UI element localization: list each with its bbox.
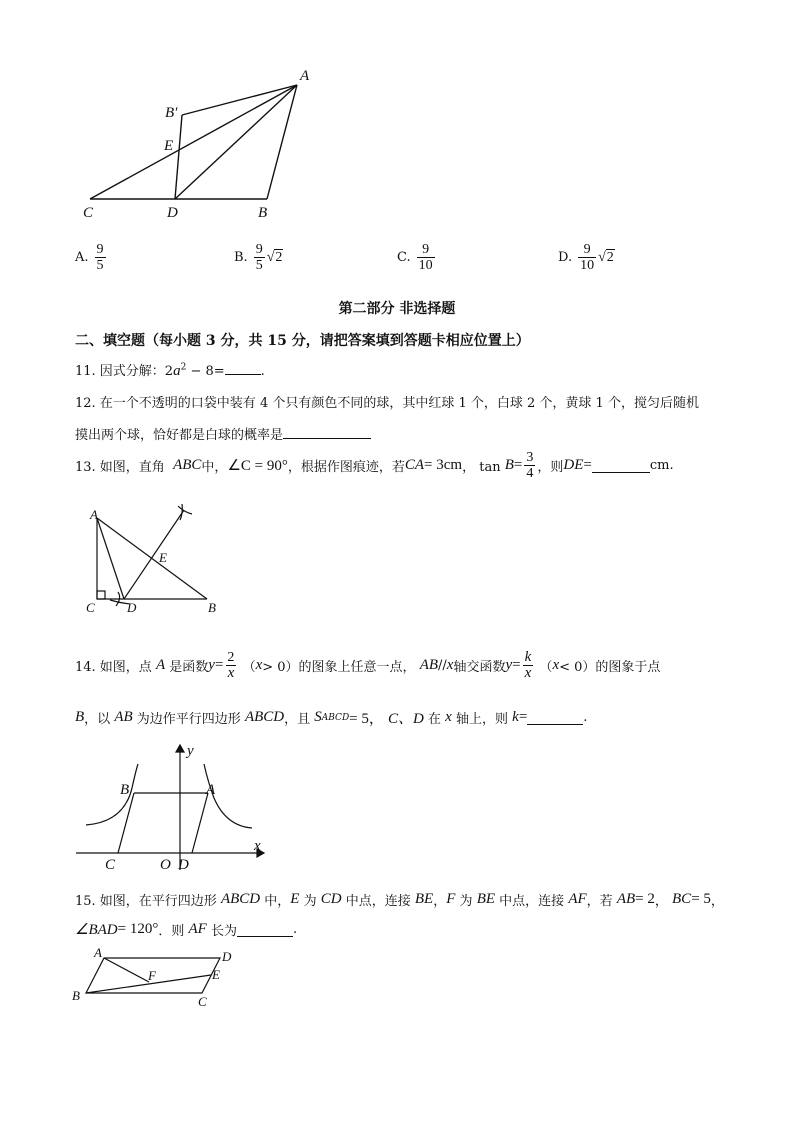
label-A: A (206, 782, 216, 798)
figure-q10 (70, 65, 330, 225)
label-C: C (105, 857, 116, 873)
label-E: E (212, 967, 220, 982)
label-C: C (86, 600, 95, 615)
figure-q13 (80, 500, 230, 620)
label-D: D (178, 857, 189, 873)
question-12-line1: 12. 在一个不透明的口袋中装有 4 个只有颜色不同的球，其中红球 1 个，白球 2 个，黄球 1 个，搅匀后随机 (75, 396, 699, 411)
label-D: D (127, 600, 137, 615)
label-E: E (159, 550, 167, 565)
question-14-line1: 14. 如图，点 A 是函数 y = $\frac{2}{x}$ （ x > 0）的图象上任意一点， AB // x 轴交函数 y = $\frac{k}{x}$ （ x < 0）的图象于点 (75, 649, 661, 681)
figure-q15 (68, 944, 248, 1010)
option-b[interactable]: B. $\frac{9}{5}$ √2 (234, 242, 283, 273)
question-12-line2: 摸出两个球，恰好都是白球的概率是 (75, 424, 371, 443)
option-d[interactable]: D. $\frac{9}{10}$ √2 (558, 242, 614, 273)
answer-blank[interactable] (237, 923, 293, 937)
label-B: B (258, 205, 268, 221)
answer-blank[interactable] (283, 425, 371, 439)
label-E: E (164, 138, 174, 154)
question-13: 13. 如图，直角 ABC 中， ∠C = 90° ，根据作图痕迹，若 CA = 3cm ， tan B = $\frac{3}{4}$ ，则 DE = cm. (75, 450, 674, 481)
option-a[interactable]: A. $\frac{9}{5}$ (75, 242, 104, 273)
label-x: x (254, 838, 261, 854)
label-A: A (300, 68, 310, 84)
question-15-line1: 15. 如图，在平行四边形 ABCD 中， E 为 CD 中点，连接 BE ， F 为 BE 中点，连接 AF ，若 AB = 2 ， BC = 5 ， (75, 891, 724, 909)
answer-blank[interactable] (527, 711, 583, 725)
label-C: C (198, 994, 207, 1009)
answer-blank[interactable] (592, 459, 650, 473)
label-B: B (208, 600, 216, 615)
label-y: y (187, 743, 194, 759)
label-B: B (120, 782, 130, 798)
question-11: 11. 因式分解：$2a^2 - 8=$ . (75, 362, 265, 379)
question-14-line2: B ，以 AB 为边作平行四边形 ABCD ，且 S ABCD = 5， C、D 在 x 轴上，则 k = . (75, 709, 588, 727)
label-F: F (148, 968, 156, 983)
section-title: 二、填空题（每小题 3 分，共 15 分，请把答案填到答题卡相应位置上） (75, 333, 530, 349)
label-D: D (167, 205, 178, 221)
label-A: A (90, 507, 98, 522)
sqrt-symbol: √2 (598, 249, 614, 265)
figure-q14 (72, 740, 272, 875)
label-C: C (83, 205, 94, 221)
label-B: B (72, 988, 80, 1003)
label-D: D (222, 949, 232, 964)
option-c[interactable]: C. $\frac{9}{10}$ (397, 242, 433, 273)
label-O: O (160, 857, 171, 873)
label-B-prime: B′ (165, 105, 178, 121)
part-title: 第二部分 非选择题 (338, 301, 456, 317)
label-A: A (94, 945, 102, 960)
sqrt-symbol: √2 (266, 249, 283, 265)
answer-blank[interactable] (225, 361, 261, 375)
question-15-line2: ∠BAD = 120° ．则 AF 长为 . (75, 921, 298, 939)
